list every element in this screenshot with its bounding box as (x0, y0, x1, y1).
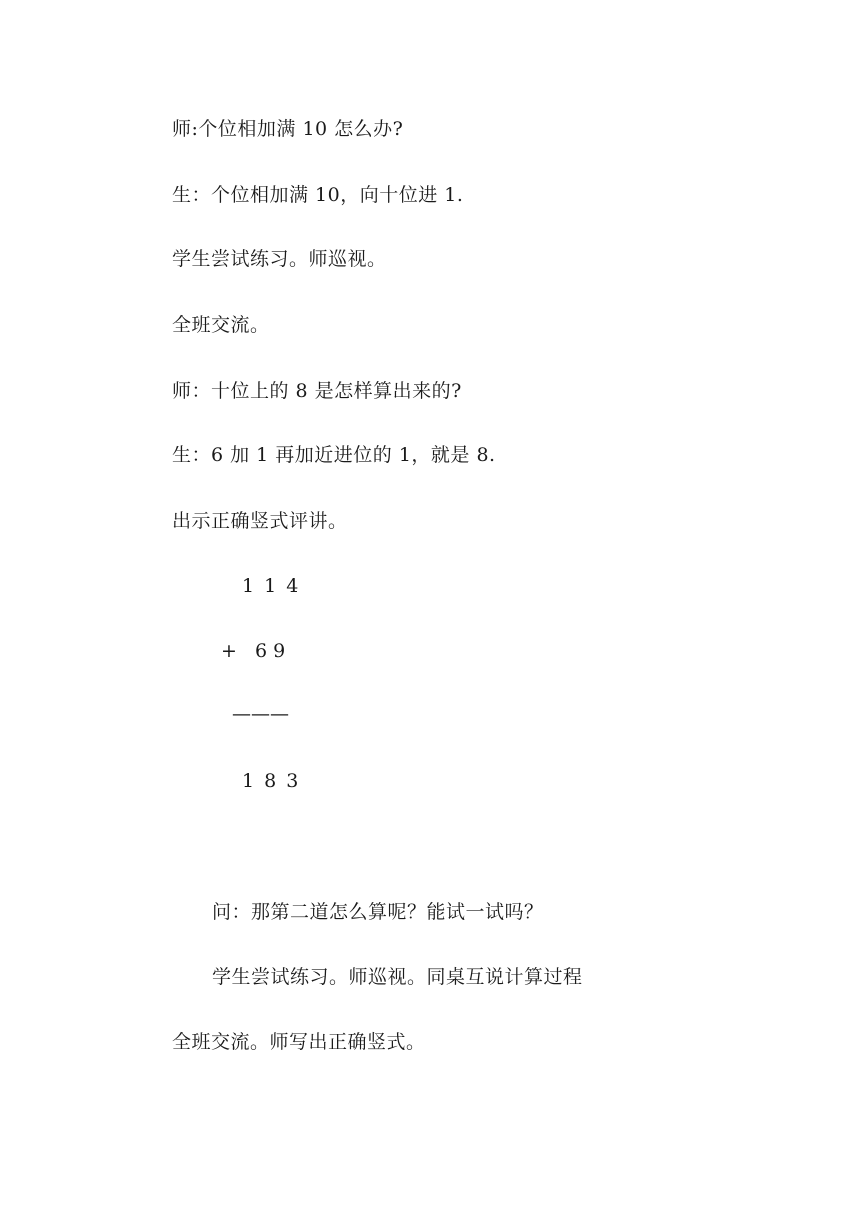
paragraph-student-answer: 生：个位相加满 10，向十位进 1. (172, 184, 464, 206)
paragraph-show-correct: 出示正确竖式评讲。 (172, 510, 348, 532)
paragraph-final-exchange: 全班交流。师写出正确竖式。 (172, 1031, 426, 1053)
calc-result: 1 8 3 (242, 770, 299, 792)
paragraph-student-answer-2: 生：6 加 1 再加近进位的 1，就是 8. (172, 444, 496, 466)
calc-rule: ——— (232, 703, 289, 725)
calc-top-number: 1 1 4 (242, 575, 299, 597)
paragraph-teacher-question-2: 师：十位上的 8 是怎样算出来的? (172, 380, 462, 402)
paragraph-second-practice: 学生尝试练习。师巡视。同桌互说计算过程 (212, 966, 583, 988)
paragraph-class-exchange: 全班交流。 (172, 314, 270, 336)
paragraph-teacher-question: 师:个位相加满 10 怎么办? (172, 118, 404, 140)
paragraph-practice: 学生尝试练习。师巡视。 (172, 248, 387, 270)
calc-addend: + 6 9 (221, 640, 286, 662)
paragraph-second-question: 问：那第二道怎么算呢？能试一试吗？ (212, 901, 544, 923)
